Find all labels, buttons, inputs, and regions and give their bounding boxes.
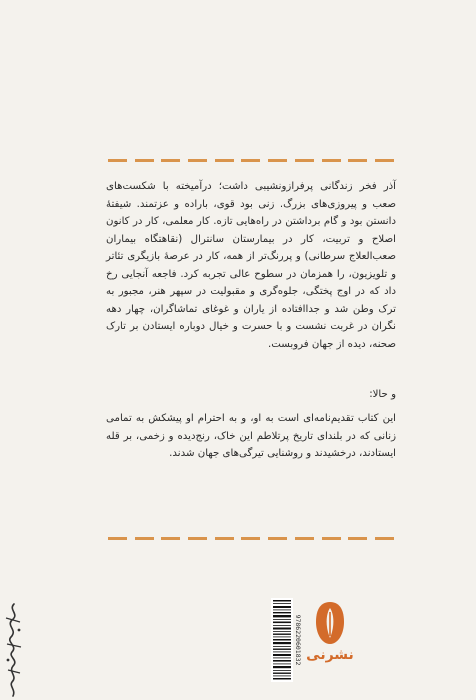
blurb-text-1: آذر فخر زندگانی پرفرازونشیبی داشت؛ درآمیخته با شکست‌های صعب و پیروزی‌های بزرگ. زنی بود قوی، باراده و عزتمند. شیفتهٔ دانستن بود و گام برداشتن در راه‌هایی تازه. کار معلمی، کار در کانون اصلاح و تربیت، کار در بیمارستان سانترال (نقاهتگاه بیماران صعب‌العلاج سرطانی) و پررنگ‌تر از همه، کار در عرصهٔ بازیگری تئاتر و تلویزیون، را همزمان در سطوح عالی تجربه کرد. فاجعه آنجایی رخ داد که در اوج پختگی، جلوه‌گری و مقبولیت در سپهر هنر، مجبور به ترک وطن شد و جداافتاده از یاران و غوغای تماشاگران، چهار دهه نگران در غربت نشست و با حسرت و خیال دوباره ایستادن بر تارک صحنه، دیده از جهان فروبست. xyxy=(106,181,396,350)
publisher-name: نشرنی xyxy=(306,647,354,663)
barcode-number xyxy=(293,598,303,682)
publisher-logo xyxy=(306,600,354,678)
decorative-divider-top xyxy=(108,159,394,162)
barcode-number-text: 9786220601832 xyxy=(294,614,302,666)
signature-icon xyxy=(0,600,28,700)
barcode xyxy=(271,598,301,682)
publisher-logo-icon xyxy=(314,600,346,646)
blurb-heading: و حالا: xyxy=(369,389,396,400)
blurb-text-2: این کتاب تقدیم‌نامه‌ای است به او، و به احترام او پیشکش به تمامی زنانی که در بلندای تاریخ پرتلاطم این خاک، رنج‌دیده و زخمی، بر قله ایستادند، درخشیدند و روشنایی تیرگی‌های جهان شدند. xyxy=(106,413,396,459)
barcode-icon xyxy=(271,598,293,682)
blurb-paragraph-2 xyxy=(106,410,396,463)
blurb-paragraph-1 xyxy=(106,178,396,353)
decorative-divider-bottom xyxy=(108,537,394,540)
